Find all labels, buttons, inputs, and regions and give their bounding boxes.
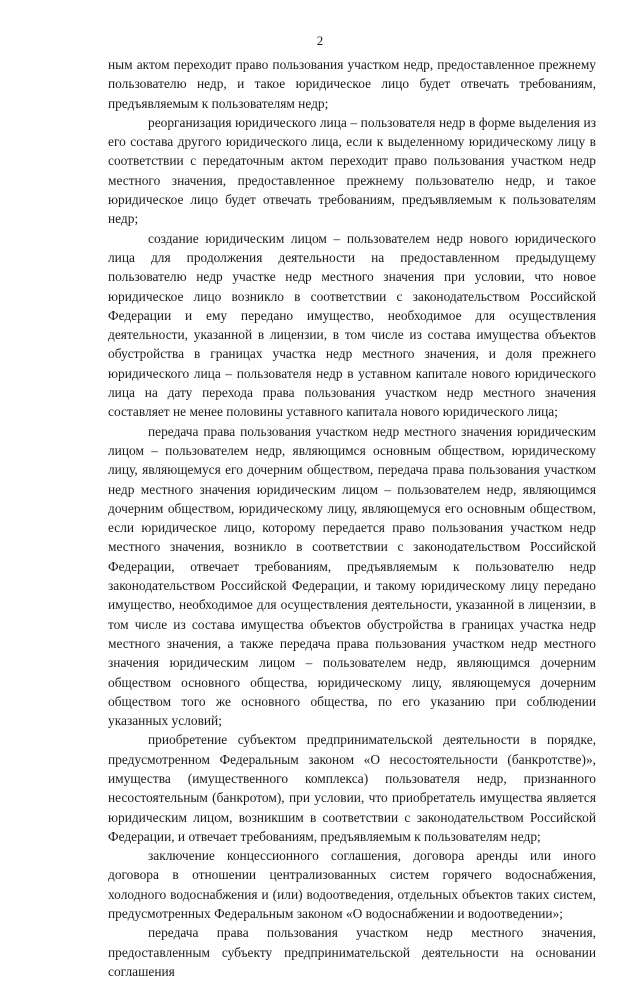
paragraph-continuation: ным актом переходит право пользования участком недр, предоставленное прежнему пользователю недр, и такое юридическое лицо будет отвечать требованиям, предъявляемым к пользователям недр; xyxy=(108,57,596,111)
paragraph-subsidiary-transfer: передача права пользования участком недр местного значения юридическим лицом – пользователем недр, являющимся основным обществом, юридическому лицу, являющемуся его дочерним обществом, передача права пользования участком недр местного значения юридическим лицом – пользователем недр, являющимся дочерним обществом, юридическому лицу, являющемуся его основным обществом, если юридическое лицо, которому передается право пользования участком недр местного значения, возникло в соответствии с законодательством Российской Федерации, отвечает требованиям, предъявляемым к пользователю недр законодательством Российской Федерации, и такому юридическому лицу передано имущество, необходимое для осуществления деятельности, указанной в лицензии, в том числе из состава имущества объектов обустройства в границах участка недр местного значения, а также передача права пользования участком недр местного значения юридическим лицом – пользователем недр, являющимся дочерним обществом основного общества, юридическому лицу, являющемуся дочерним обществом того же основного общества, по его указанию при соблюдении указанных условий; xyxy=(108,423,596,729)
paragraph-bankruptcy-acquisition: приобретение субъектом предпринимательской деятельности в порядке, предусмотренном Федеральным законом «О несостоятельности (банкротстве)», имущества (имущественного комплекса) пользователя недр, признанного несостоятельным (банкротом), при условии, что приобретатель имущества является юридическим лицом, возникшим в соответствии с законодательством Российской Федерации, и отвечает требованиям, предъявляемым к пользователям недр; xyxy=(108,732,596,844)
paragraph-entrepreneur-transfer: передача права пользования участком недр местного значения, предоставленным субъекту предпринимательской деятельности на основании соглашения xyxy=(108,925,596,979)
page-number: 2 xyxy=(316,33,324,48)
paragraph-reorganization-spin-off: реорганизация юридического лица – пользователя недр в форме выделения из его состава другого юридического лица, если к выделенному юридическому лицу в соответствии с передаточным актом переходит право пользования участком недр местного значения, предоставленное прежнему пользователю недр, и такое юридическое лицо будет отвечать требованиям, предъявляемым к пользователям недр; xyxy=(108,114,596,227)
paragraph-concession-agreement: заключение концессионного соглашения, договора аренды или иного договора в отношении централизованных систем горячего водоснабжения, холодного водоснабжения и (или) водоотведения, отдельных объектов таких систем, предусмотренных Федеральным законом «О водоснабжении и водоотведении»; xyxy=(108,848,596,922)
paragraph-new-legal-entity: создание юридическим лицом – пользователем недр нового юридического лица для продолжения деятельности на предоставленном предыдущему пользователю недр участке недр местного значения при условии, что новое юридическое лицо возникло в соответствии с законодательством Российской Федерации и ему передано имущество, необходимое для осуществления деятельности, указанной в лицензии, в том числе из состава имущества объектов обустройства в границах участка недр местного значения, и доля прежнего юридического лица – пользователя недр в уставном капитале нового юридического лица на дату перехода права пользования участком недр местного значения составляет не менее половины уставного капитала нового юридического лица; xyxy=(108,230,596,420)
document-body xyxy=(108,55,596,981)
